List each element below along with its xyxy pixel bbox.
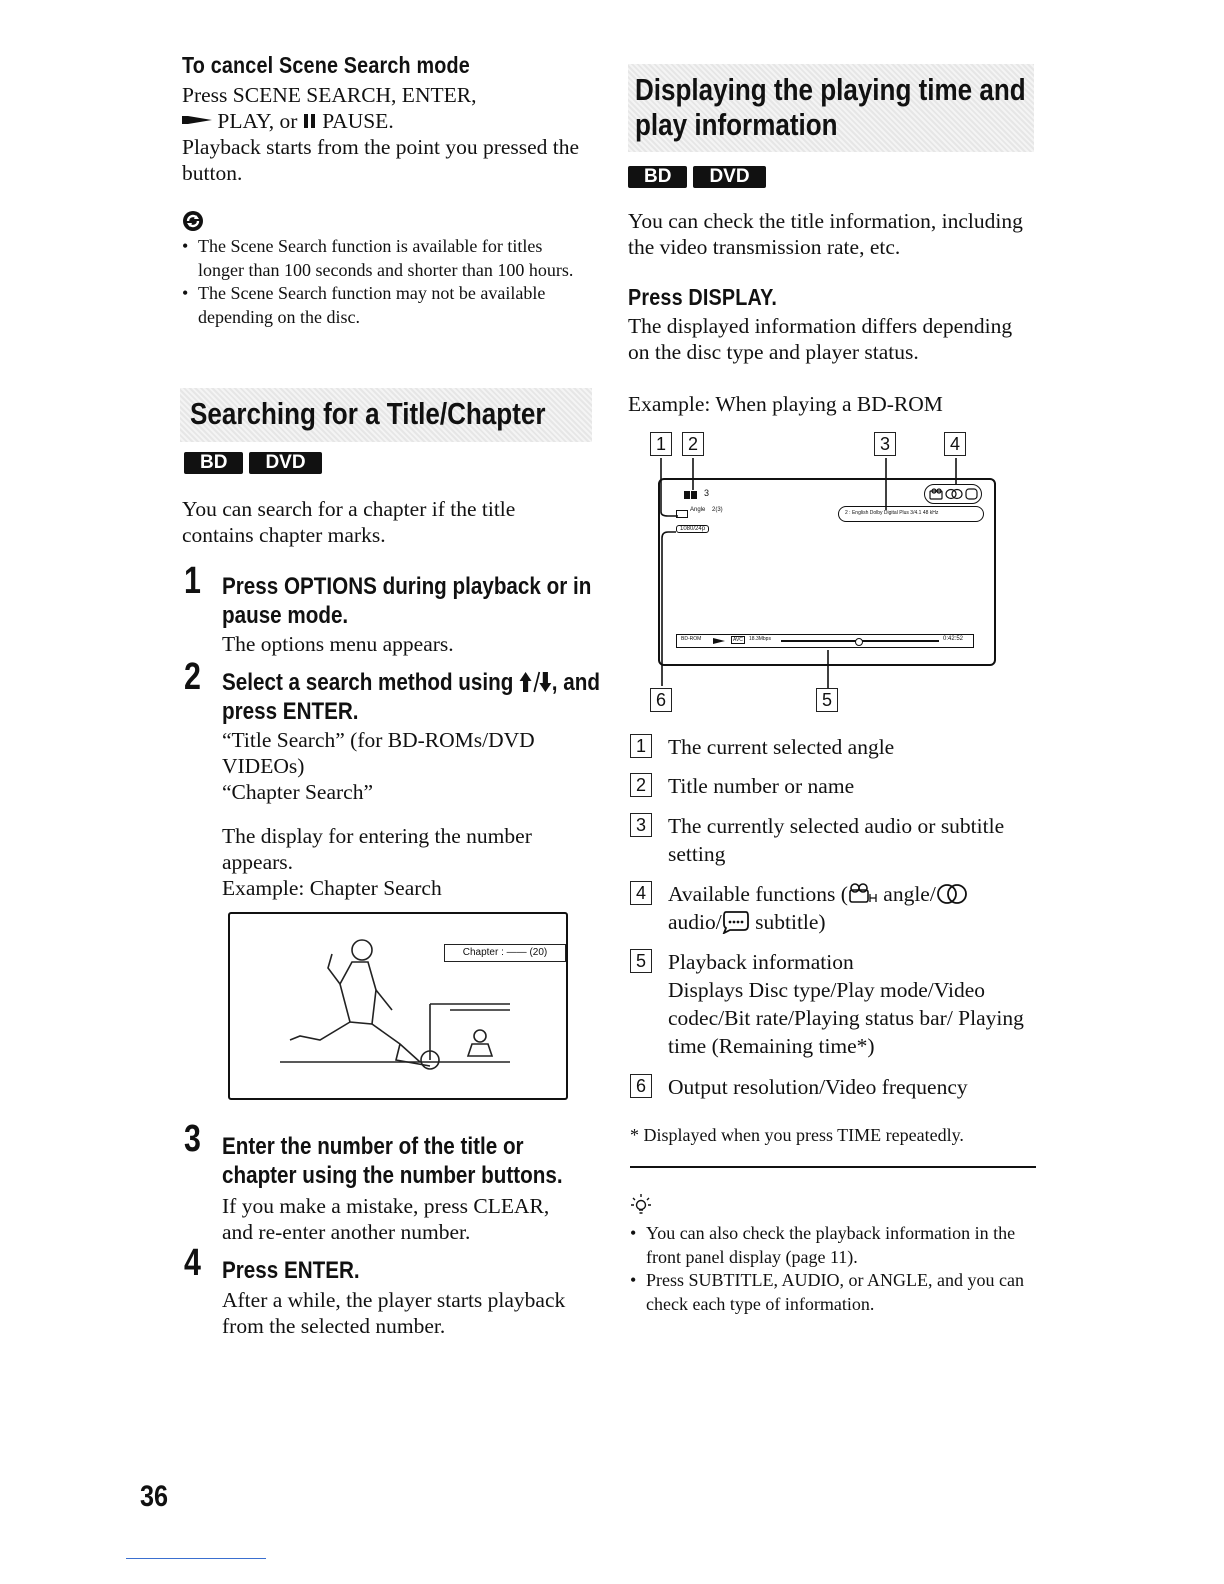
playing-time: 0:42:52 xyxy=(943,636,964,642)
resolution-badge: 1080/24p xyxy=(676,525,709,533)
step-title: Press OPTIONS during playback or in pause mode. xyxy=(222,573,592,629)
angle-label: Angle xyxy=(690,507,706,513)
legend-text: Title number or name xyxy=(668,774,855,798)
tip-item: • You can also check the playback information in the front panel display (page 11). xyxy=(630,1222,1034,1269)
play-icon xyxy=(182,113,212,127)
tip-icon xyxy=(630,1192,652,1216)
chapter-search-screen xyxy=(228,912,568,1100)
legend-item xyxy=(630,772,1040,800)
function-icons xyxy=(929,488,979,500)
legend-item xyxy=(630,880,1040,936)
legend-number: 4 xyxy=(630,881,652,905)
play-status-icon xyxy=(713,637,725,645)
footnote: * Displayed when you press TIME repeatedly. xyxy=(630,1125,964,1145)
legend-number: 3 xyxy=(630,813,652,837)
soccer-player-illustration xyxy=(280,932,520,1092)
callout-lines xyxy=(628,426,1028,716)
legend-item xyxy=(630,1073,1040,1101)
disc-type: BD-ROM xyxy=(681,636,702,642)
disc-badges-right xyxy=(628,166,766,188)
step-title-pre: Select a search method using xyxy=(222,669,514,696)
divider xyxy=(630,1166,1036,1168)
tip-list xyxy=(630,1222,1034,1316)
note-item: • The Scene Search function is available for titles longer than 100 seconds and shorter than 100 hours. xyxy=(182,235,592,282)
section-title-search: Searching for a Title/Chapter xyxy=(190,396,546,431)
step-title: Press ENTER. xyxy=(222,1257,360,1284)
display-note: The display for entering the number appears. xyxy=(222,824,532,874)
legend-number: 5 xyxy=(630,949,652,973)
angle-function-icon xyxy=(848,882,878,904)
section-title-line1: Displaying the playing time and xyxy=(635,72,1026,107)
section-title-display xyxy=(635,72,1026,142)
callout-number: 3 xyxy=(874,432,896,456)
bd-badge: BD xyxy=(628,166,687,188)
step-title: Enter the number of the title or chapter using the number buttons. xyxy=(222,1133,563,1189)
legend-text: The currently selected audio or subtitle setting xyxy=(668,814,1005,866)
playback-info-bar xyxy=(676,634,974,648)
callout-number: 5 xyxy=(816,688,838,712)
example-bdrom: Example: When playing a BD-ROM xyxy=(628,392,943,416)
disc-badges-left xyxy=(184,452,322,474)
step-body xyxy=(222,727,582,901)
progress-thumb xyxy=(855,638,863,646)
function-icons-box xyxy=(924,484,982,504)
pause-icon xyxy=(303,113,317,129)
legend-number: 2 xyxy=(630,773,652,797)
angle-icon xyxy=(684,490,698,500)
footer-rule xyxy=(126,1558,266,1559)
callout-number: 4 xyxy=(944,432,966,456)
pause-label: PAUSE. xyxy=(322,109,394,133)
audio-function-icon xyxy=(936,883,968,905)
chapter-input-box: Chapter : —— (20) xyxy=(444,944,566,962)
search-intro: You can search for a chapter if the title contains chapter marks. xyxy=(182,497,516,547)
title-search-option: “Title Search” (for BD-ROMs/DVD VIDEOs) xyxy=(222,728,535,778)
available-functions-label: Available functions ( xyxy=(668,882,848,906)
legend-number: 1 xyxy=(630,734,652,758)
dvd-badge: DVD xyxy=(249,452,321,474)
title-icon xyxy=(676,510,688,518)
press-display-heading: Press DISPLAY. xyxy=(628,284,778,310)
legend-text: Output resolution/Video frequency xyxy=(668,1075,968,1099)
step-body: After a while, the player starts playback from the selected number. xyxy=(222,1288,566,1338)
angle-value: 3 xyxy=(704,488,710,498)
note-item: • The Scene Search function may not be available depending on the disc. xyxy=(182,282,592,329)
example-label: Example: Chapter Search xyxy=(222,876,442,900)
legend-text xyxy=(668,880,1040,936)
legend-item xyxy=(630,733,1040,761)
step-title-post: , and press ENTER. xyxy=(222,669,600,725)
step-body: If you make a mistake, press CLEAR, and re-enter another number. xyxy=(222,1194,550,1244)
angle-function-label: angle/ xyxy=(883,882,936,906)
step-body: The options menu appears. xyxy=(222,632,454,656)
legend-text: Playback information xyxy=(668,950,854,974)
step-title xyxy=(222,668,600,726)
cancel-body: Playback starts from the point you pressed the button. xyxy=(182,135,580,185)
up-down-arrow-icon xyxy=(519,671,552,693)
play-label: PLAY, or xyxy=(217,109,298,133)
callout-number: 6 xyxy=(650,688,672,712)
display-intro: You can check the title information, including the video transmission rate, etc. xyxy=(628,209,1023,259)
step-number: 3 xyxy=(184,1118,201,1160)
cancel-instructions xyxy=(182,82,602,186)
press-display-body: The displayed information differs depending on the disc type and player status. xyxy=(628,314,1013,364)
callout-number: 2 xyxy=(682,432,704,456)
legend-item xyxy=(630,948,1040,1060)
bitrate: 18.3Mbps xyxy=(749,636,771,642)
section-title-line2: play information xyxy=(635,107,838,142)
dvd-badge: DVD xyxy=(693,166,765,188)
cancel-line1: Press SCENE SEARCH, ENTER, xyxy=(182,83,477,107)
page-number: 36 xyxy=(140,1480,169,1513)
angle-count: 2(3) xyxy=(712,507,723,513)
bd-badge: BD xyxy=(184,452,243,474)
callout-number: 1 xyxy=(650,432,672,456)
subtitle-function-label: subtitle) xyxy=(755,910,826,934)
display-diagram xyxy=(628,426,1028,716)
step-number: 1 xyxy=(184,560,201,602)
note-list xyxy=(182,235,592,329)
subtitle-function-icon xyxy=(722,910,750,934)
legend-number: 6 xyxy=(630,1074,652,1098)
step-number: 2 xyxy=(184,656,201,698)
audio-info-box: 2 : English Dolby Digital Plus 3/4.1 48 kHz xyxy=(838,506,984,522)
tip-item: • Press SUBTITLE, AUDIO, or ANGLE, and you can check each type of information. xyxy=(630,1269,1034,1316)
chapter-search-option: “Chapter Search” xyxy=(222,780,374,804)
legend-text: The current selected angle xyxy=(668,735,895,759)
legend-subtext: Displays Disc type/Play mode/Video codec/Bit rate/Playing status bar/ Playing time (Remaining time*) xyxy=(668,978,1024,1058)
codec-badge: AVC xyxy=(733,637,743,643)
note-icon xyxy=(182,210,204,232)
audio-function-label: audio/ xyxy=(668,910,722,934)
cancel-heading: To cancel Scene Search mode xyxy=(182,52,470,78)
cancel-line2 xyxy=(182,108,602,134)
legend-item xyxy=(630,812,1040,868)
step-number: 4 xyxy=(184,1242,201,1284)
